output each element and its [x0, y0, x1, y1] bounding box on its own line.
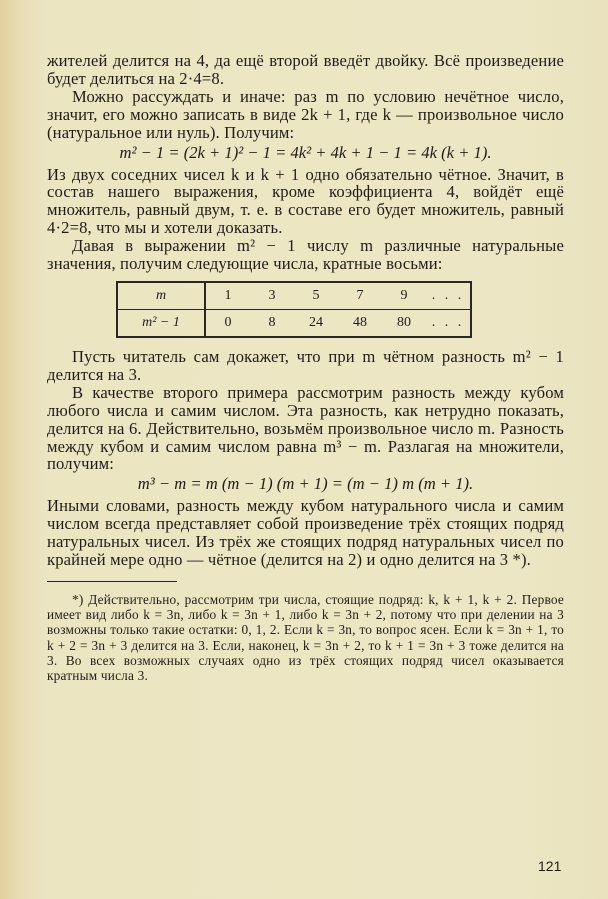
table-cell: 0	[224, 314, 232, 330]
table-cell: 9	[382, 282, 426, 310]
footnote-divider	[47, 581, 177, 582]
table-cell-ellipsis: . . .	[431, 314, 465, 330]
paragraph-2: Можно рассуждать и иначе: раз m по условию нечётное число, значит, его можно записать в виде 2k + 1, где k — произвольное число (натуральное или нуль). Получим:	[47, 86, 564, 142]
table-cell: 1	[205, 282, 250, 310]
values-table	[116, 281, 472, 338]
table-header-m: m	[117, 282, 205, 310]
paragraph-4: Давая в выражении m² − 1 числу m различные натуральные значения, получим следующие числа, кратные восьми:	[47, 236, 564, 274]
page-number: 121	[538, 858, 562, 874]
paragraph-6: В качестве второго примера рассмотрим разность между кубом любого числа и самим числом. Эта разность, как нетрудно показать, делится на 6. Действительно, возьмём произвольное число m. Разность между кубом и самим числом равна m³ − m. Разлагая на множители, получим:	[47, 382, 564, 474]
paragraph-7: Иными словами, разность между кубом натурального числа и самим числом всегда представляет собой произведение трёх стоящих подряд натуральных чисел. Из трёх же стоящих подряд натуральных чисел по крайней мере одно — чётное (делится на 2) и одно делится на 3 *).	[47, 496, 564, 570]
table-cell: 8	[268, 314, 276, 330]
formula-2: m³ − m = m (m − 1) (m + 1) = (m − 1) m (m + 1).	[137, 474, 474, 494]
table-cell: 80	[397, 314, 411, 330]
book-page	[47, 52, 564, 683]
table-cell: 5	[294, 282, 338, 310]
table-cell: 48	[353, 314, 367, 330]
table-cell-ellipsis: . . .	[426, 282, 471, 310]
table-header-m-squared: m² − 1	[117, 309, 205, 337]
paragraph-3: Из двух соседних чисел k и k + 1 одно обязательно чётное. Значит, в состав нашего выражения, кроме коэффициента 4, войдёт ещё множитель, равный двум, т. е. в составе его будет множитель, равный 4·2=8, что мы и хотели доказать.	[47, 164, 564, 238]
formula-1: m² − 1 = (2k + 1)² − 1 = 4k² + 4k + 1 − 1 = 4k (k + 1).	[119, 142, 492, 162]
table-cell: 24	[309, 314, 323, 330]
paragraph-5: Пусть читатель сам докажет, что при m чётном разность m² − 1 делится на 3.	[47, 346, 564, 384]
table-cell: 7	[338, 282, 382, 310]
paragraph-1: жителей делится на 4, да ещё второй введёт двойку. Всё произведение будет делиться на 2·4=8.	[47, 51, 564, 88]
table-row	[117, 282, 471, 310]
footnote: *) Действительно, рассмотрим три числа, стоящие подряд: k, k + 1, k + 2. Первое имеет вид либо k = 3n, либо k = 3n + 1, либо k = 3n + 2, потому что при делении на 3 возможны только такие остатки: 0, 1, 2. Если k = 3n, то вопрос ясен. Если k = 3n + 1, то k + 2 = 3n + 3 делится на 3. Если, наконец, k = 3n + 2, то k + 1 = 3n + 3 тоже делится на 3. Во всех возможных случаях одно из трёх стоящих подряд чисел оказывается кратным числа 3.	[47, 591, 564, 683]
table-cell: 3	[250, 282, 294, 310]
table-row	[117, 309, 471, 337]
